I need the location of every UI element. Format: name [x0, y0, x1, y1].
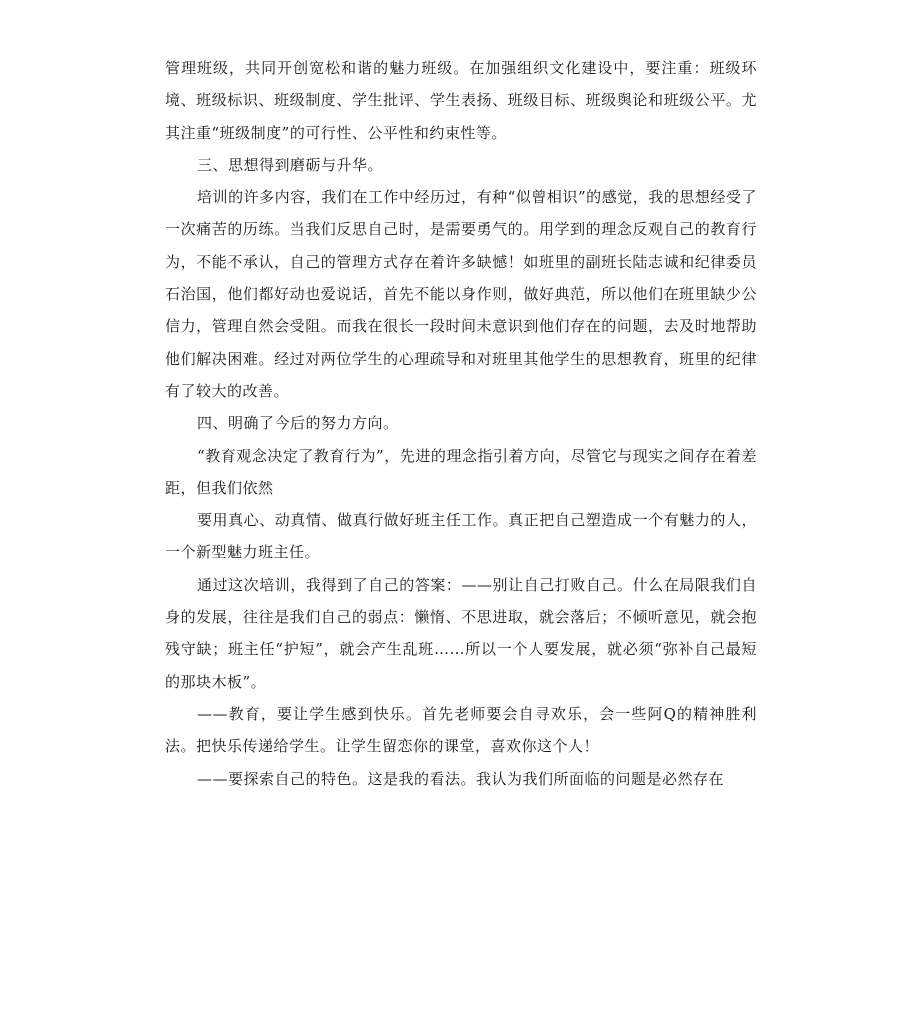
paragraph-4: 要用真心、动真情、做真行做好班主任工作。真正把自己塑造成一个有魅力的人，一个新型魅力班主任。	[165, 511, 757, 562]
section-heading-3: 三、思想得到磨砺与升华。	[197, 155, 384, 174]
paragraph-5: 通过这次培训，我得到了自己的答案：——别让自己打败自己。什么在局限我们自身的发展，往往是我们自己的弱点：懒惰、不思进取，就会落后；不倾听意见，就会抱残守缺；班主任“护短”，就会产生乱班……所以一个人要发展，就必须“弥补自己最短的那块木板”。	[165, 575, 757, 691]
paragraph-3: “教育观念决定了教育行为”，先进的理念指引着方向，尽管它与现实之间存在着差距，但我们依然	[165, 446, 757, 497]
paragraph-7: ——要探索自己的特色。这是我的看法。我认为我们所面临的问题是必然存在	[197, 769, 725, 788]
section-heading-4: 四、明确了今后的努力方向。	[197, 414, 399, 433]
paragraph-2: 培训的许多内容，我们在工作中经历过，有种“似曾相识”的感觉，我的思想经受了一次痛苦的历练。当我们反思自己时，是需要勇气的。用学到的理念反观自己的教育行为，不能不承认，自己的管理方式存在着许多缺憾！如班里的副班长陆志诚和纪律委员石治国，他们都好动也爱说话，首先不能以身作则，做好典范，所以他们在班里缺少公信力，管理自然会受阻。而我在很长一段时间未意识到他们存在的问题，去及时地帮助他们解决困难。经过对两位学生的心理疏导和对班里其他学生的思想教育，班里的纪律有了较大的改善。	[165, 188, 757, 400]
paragraph-6: ——教育，要让学生感到快乐。首先老师要会自寻欢乐，会一些阿Q的精神胜利法。把快乐传递给学生。让学生留恋你的课堂，喜欢你这个人！	[165, 704, 757, 756]
paragraph-1: 管理班级，共同开创宽松和谐的魅力班级。在加强组织文化建设中，要注重：班级环境、班级标识、班级制度、学生批评、学生表扬、班级目标、班级舆论和班级公平。尤其注重“班级制度”的可行性、公平性和约束性等。	[165, 59, 757, 142]
document-body	[165, 52, 757, 795]
